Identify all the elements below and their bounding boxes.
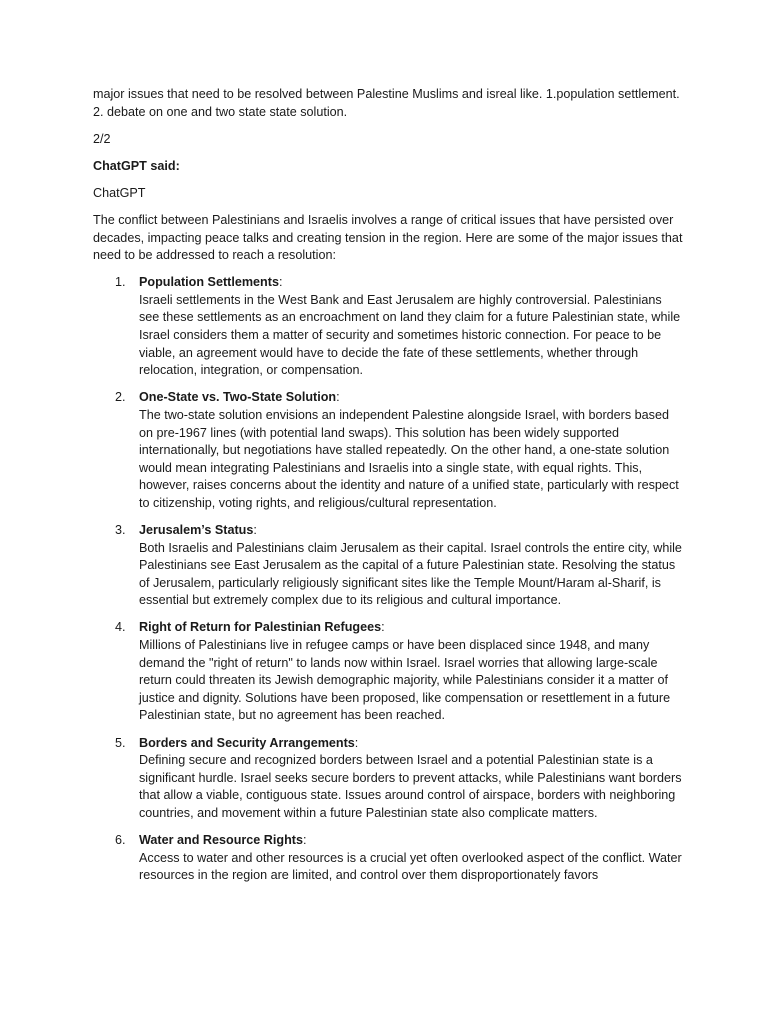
list-item-title: Right of Return for Palestinian Refugees [139,620,382,635]
list-item-title: One-State vs. Two-State Solution [139,390,337,405]
issues-list [93,274,683,885]
list-item-body: Defining secure and recognized borders between Israel and a potential Palestinian state is a significant hurdle. Israel seeks secure borders to prevent attacks, while Palestinians want borders that allow a viable, contiguous state. Issues around control of airspace, borders with neighboring countries, and movement within a future Palestinian state also complicate matters. [139,753,682,820]
list-item-number: 2. [115,390,126,405]
list-item-heading: Borders and Security Arrangements: [139,735,359,750]
list-item-number: 3. [115,522,126,537]
list-item [93,389,683,512]
list-item-body: Millions of Palestinians live in refugee camps or have been displaced since 1948, and many demand the "right of return" to lands now within Israel. Israel worries that allowing large-scale return could threaten its Jewish demographic majority, while Palestinians consider it a matter of justice and dignity. Solutions have been proposed, like compensation or resettlement in a future Palestinian state, but no agreement has been reached. [139,638,671,723]
prompt-text: major issues that need to be resolved between Palestine Muslims and isreal like. 1.population settlement. 2. debate on one and two state state solution. [93,87,680,119]
list-item-number: 6. [115,832,126,847]
list-item-heading: Jerusalem’s Status: [139,522,257,537]
list-item-heading: One-State vs. Two-State Solution: [139,390,340,405]
list-item-number: 4. [115,620,126,635]
list-item-heading: Population Settlements: [139,275,283,290]
list-item-title: Population Settlements [139,275,279,290]
list-item-title: Jerusalem’s Status [139,522,254,537]
list-item-number: 5. [115,735,126,750]
document-page [93,86,683,894]
list-item-body: Access to water and other resources is a crucial yet often overlooked aspect of the conflict. Water resources in the region are limited, and control over them disproportionately favors [139,850,682,883]
list-item-title: Borders and Security Arrangements [139,735,355,750]
list-item-body: The two-state solution envisions an independent Palestine alongside Israel, with borders based on pre-1967 lines (with potential land swaps). This solution has been widely supported internationally, but negotiations have stalled repeatedly. On the other hand, a one-state solution would mean integrating Palestinians and Israelis into a single state, with equal rights. This, however, raises concerns about the identity and nature of a unified state, particularly with respect to citizenship, voting rights, and religious/cultural representation. [139,407,679,510]
intro-paragraph: The conflict between Palestinians and Israelis involves a range of critical issues that have persisted over decades, impacting peace talks and creating tension in the region. Here are some of the major issues that need to be addressed to reach a resolution: [93,212,683,263]
list-item-title: Water and Resource Rights [139,832,303,847]
list-item-body: Both Israelis and Palestinians claim Jerusalem as their capital. Israel controls the entire city, while Palestinians see East Jerusalem as the capital of a future Palestinian state. Resolving the status of Jerusalem, particularly religiously significant sites like the Temple Mount/Haram al-Sharif, is essential but extremely complex due to its religious and cultural importance. [139,540,682,608]
list-item [93,274,683,380]
list-item-number: 1. [115,275,126,290]
author-name: ChatGPT [93,185,146,200]
list-item [93,522,683,610]
speaker-label [93,158,683,176]
list-item [93,619,683,725]
list-item-heading: Water and Resource Rights: [139,832,307,847]
list-item [93,832,683,885]
version-indicator: 2/2 [93,131,111,146]
list-item-heading: Right of Return for Palestinian Refugees: [139,620,385,635]
list-item-body: Israeli settlements in the West Bank and East Jerusalem are highly controversial. Palestinians see these settlements as an encroachment on land they claim for a future Palestinian state, while Israel considers them a matter of security and sometimes historic connection. For peace to be viable, an agreement would have to decide the fate of these settlements, whether through relocation, integration, or compensation. [139,292,681,378]
speaker-label-text: ChatGPT said: [93,158,180,173]
list-item [93,735,683,823]
